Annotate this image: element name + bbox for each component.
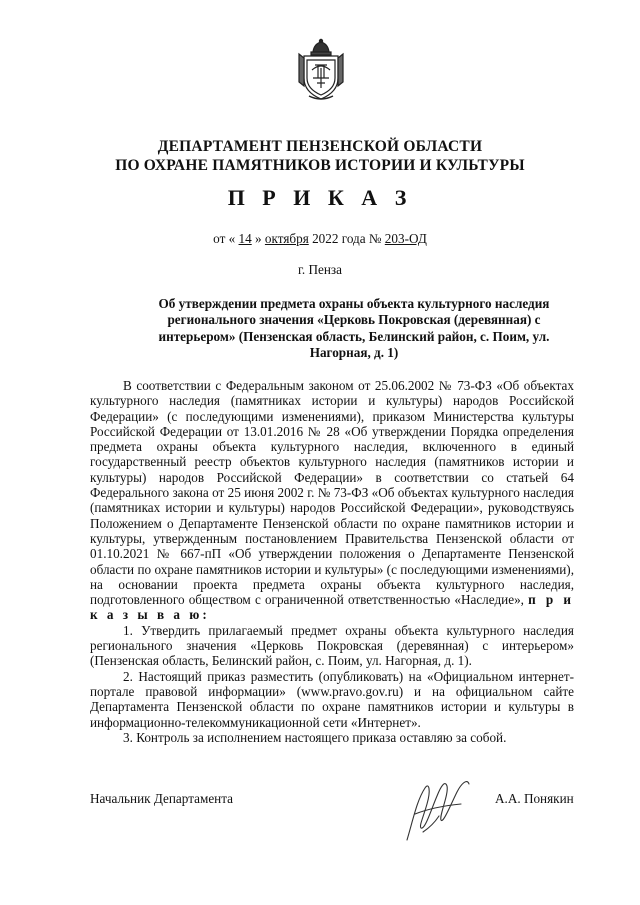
document-type-title: П Р И К А З xyxy=(227,185,413,210)
order-body xyxy=(90,378,574,745)
order-word: п р и к а з ы в а ю: xyxy=(90,592,575,623)
date-month: октября xyxy=(264,231,309,246)
document-date-number xyxy=(0,231,640,247)
department-name-line2: ПО ОХРАНЕ ПАМЯТНИКОВ ИСТОРИИ И КУЛЬТУРЫ xyxy=(115,157,525,174)
city-line: г. Пенза xyxy=(297,262,342,277)
date-mid: » xyxy=(255,231,262,246)
document-number: 203-ОД xyxy=(384,231,427,246)
signatory-position: Начальник Департамента xyxy=(90,791,234,806)
date-year-text: 2022 года № xyxy=(312,231,382,246)
preamble-paragraph xyxy=(90,378,574,623)
department-name-line1: ДЕПАРТАМЕНТ ПЕНЗЕНСКОЙ ОБЛАСТИ xyxy=(157,138,483,155)
date-day: 14 xyxy=(238,231,252,246)
order-item-1: 1. Утвердить прилагаемый предмет охраны объекта культурного наследия регионального значения «Церковь Покровская (деревянная) с интерьером» (Пензенская область, Белинский район, с. Поим, ул. Нагорная, д. 1). xyxy=(90,622,574,669)
date-prefix: от « xyxy=(213,231,236,246)
handwritten-signature xyxy=(395,770,485,845)
order-item-3: 3. Контроль за исполнением настоящего приказа оставляю за собой. xyxy=(123,729,507,745)
signatory-name: А.А. Понякин xyxy=(495,791,574,806)
order-subject: Об утверждении предмета охраны объекта культурного наследия регионального значения «Церковь Покровская (деревянная) с интерьером» (Пензенская область, Белинский район, с. Поим, ул. Нагорная, д. 1) xyxy=(158,296,550,360)
preamble-text: В соответствии с Федеральным законом от 25.06.2002 № 73-ФЗ «Об объектах культурного наследия (памятниках истории и культуры) народов Российской Федерации» (с последующими изменениями), приказом Министерства культуры Российской Федерации от 13.01.2016 № 28 «Об утверждении Порядка определения предмета охраны объекта культурного наследия, включенного в единый государственный реестр объектов культурного наследия (памятников истории и культуры) народов Российской Федерации» в соответствии со статьей 64 Федерального закона от 25 июня 2002 г. № 73-ФЗ «Об объектах культурного наследия (памятниках истории и культуры) народов Российской Федерации», руководствуясь Положением о Департаменте Пензенской области по охране памятников истории и культуры, утвержденным постановлением Правительства Пензенской области от 01.10.2021 № 667-пП «Об утверждении положения о Департаменте Пензенской области по охране памятников истории и культуры» (с последующими изменениями), на основании проекта предмета охраны объекта культурного наследия, подготовленного обществом с ограниченной ответственностью «Наследие», xyxy=(90,378,574,608)
order-item-2: 2. Настоящий приказ разместить (опубликовать) на «Официальном интернет-портале правовой информации» (www.pravo.gov.ru) и на официальном сайте Департамента Пензенской области по охране памятников истории и культуры в информационно-телекоммуникационной сети «Интернет». xyxy=(90,668,574,730)
coat-of-arms-emblem xyxy=(296,38,346,102)
